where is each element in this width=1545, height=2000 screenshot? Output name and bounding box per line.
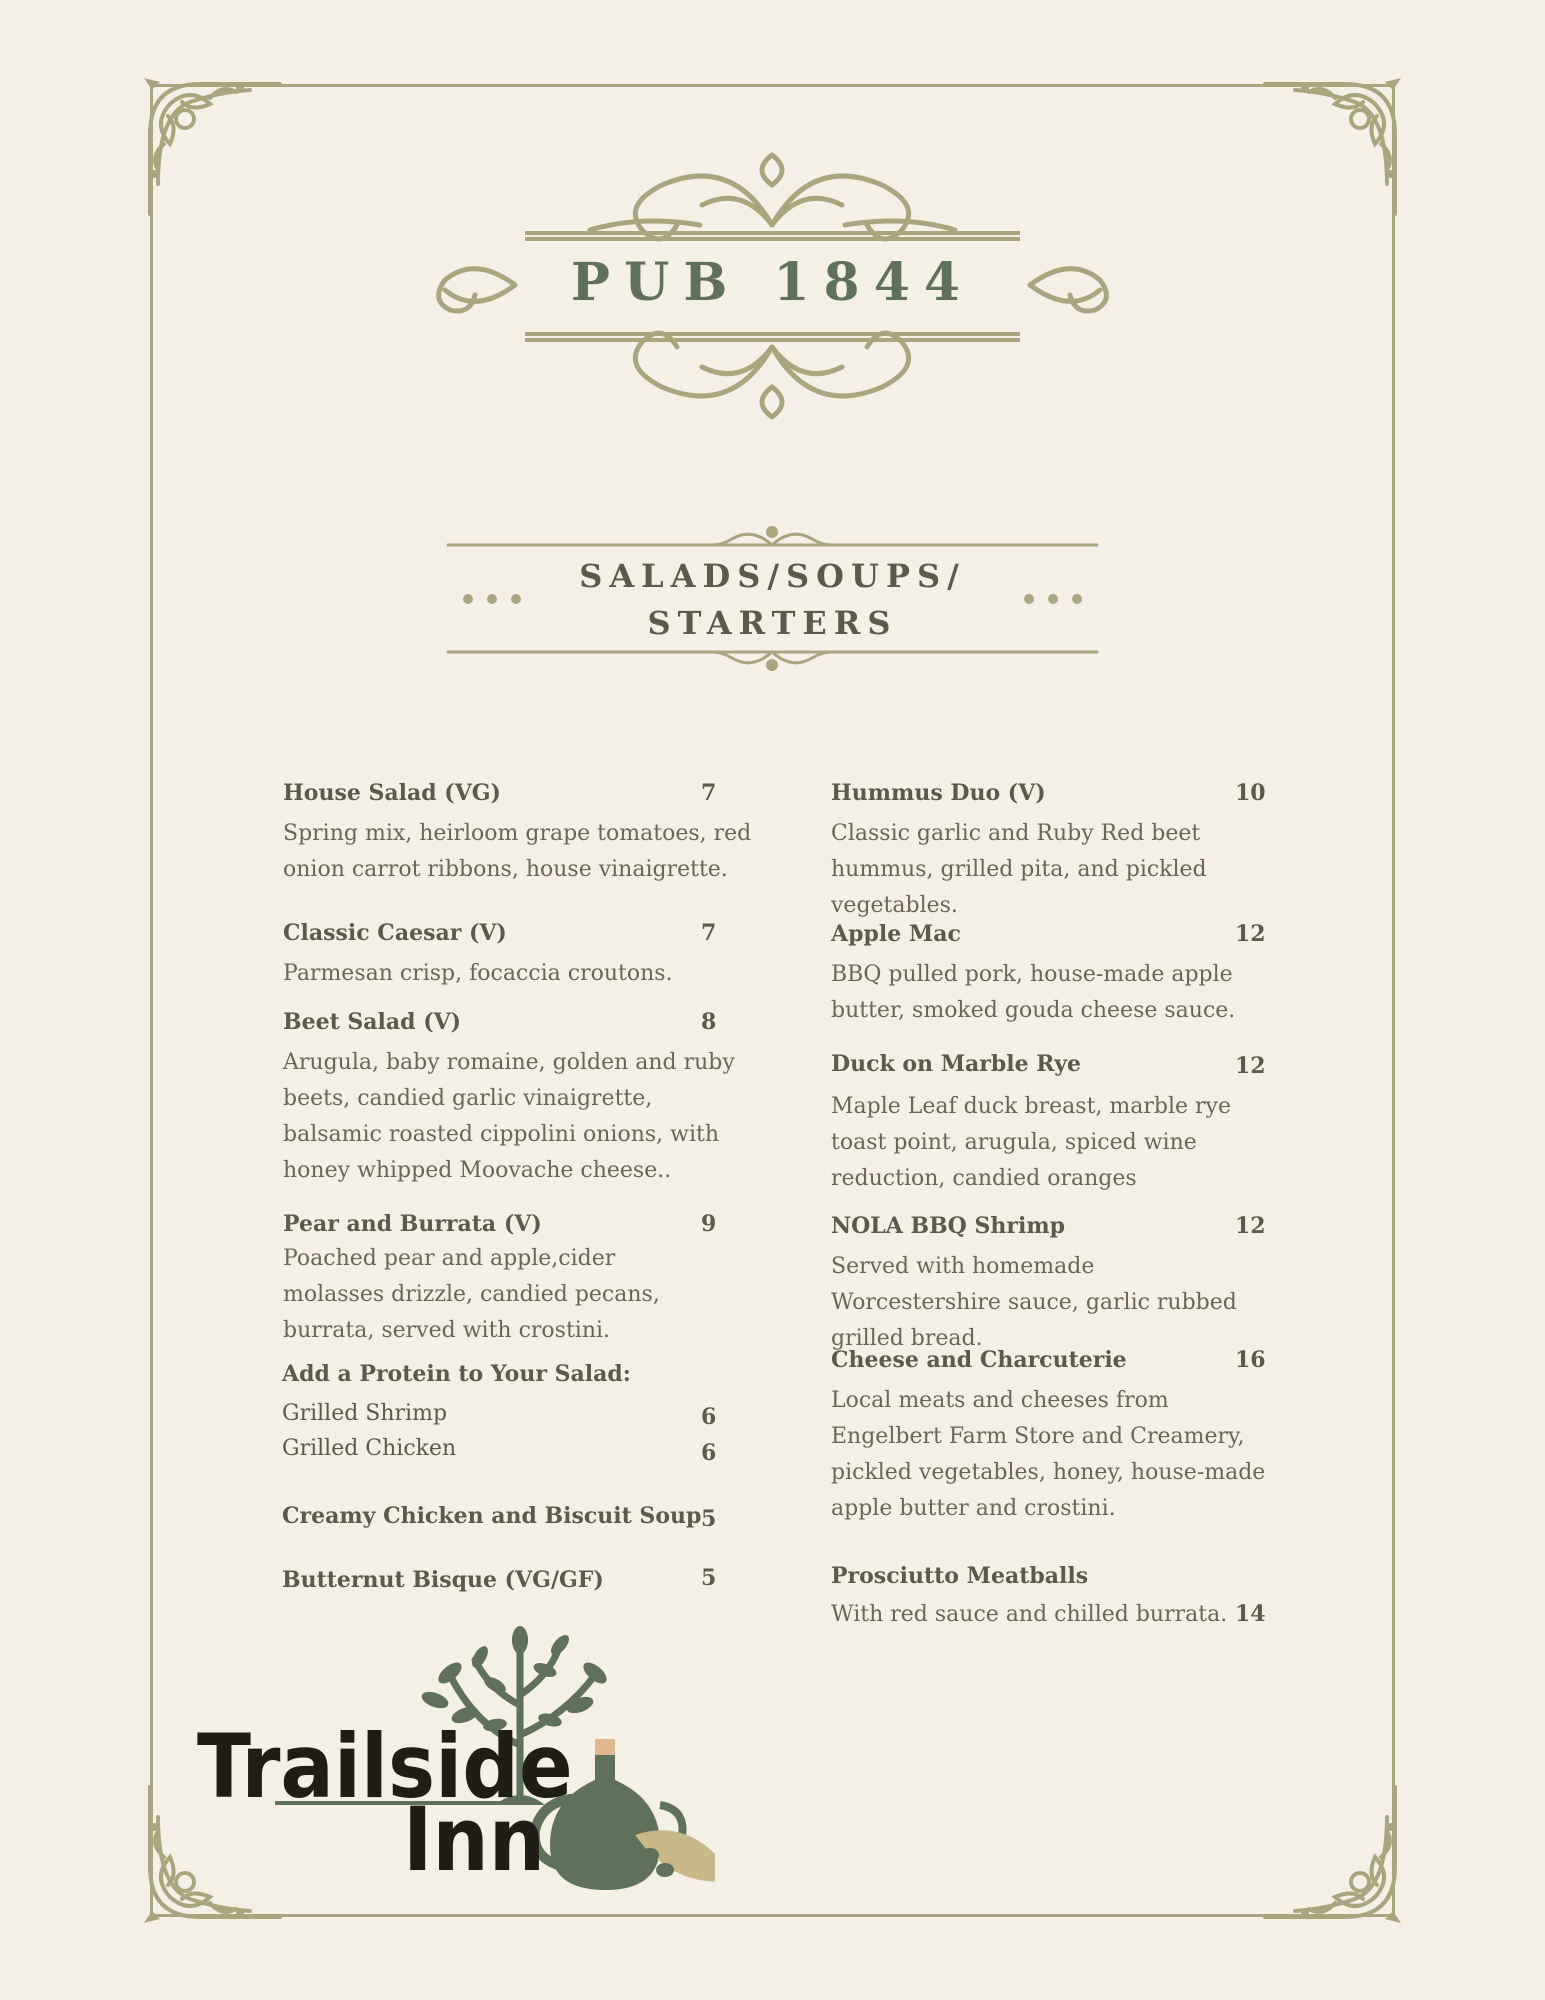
corner-ornament-icon bbox=[1255, 1777, 1405, 1927]
item-name: Classic Caesar (V) bbox=[283, 920, 507, 946]
soup-price: 5 bbox=[701, 1565, 717, 1591]
item-name: Beet Salad (V) bbox=[283, 1009, 462, 1035]
soup-name: Butternut Bisque (VG/GF) bbox=[282, 1567, 604, 1593]
item-description: Maple Leaf duck breast, marble rye toast point, arugula, spiced wine reduction, candied oranges bbox=[831, 1094, 1231, 1191]
section-title-line-2: STARTERS bbox=[647, 604, 898, 642]
item-description: With red sauce and chilled burrata. bbox=[831, 1602, 1228, 1627]
item-description: Served with homemade Worcestershire sauce, garlic rubbed grilled bread. bbox=[831, 1254, 1237, 1351]
section-title-line-1: SALADS/SOUPS/ bbox=[579, 557, 966, 595]
item-price: 7 bbox=[701, 920, 717, 946]
item-price: 10 bbox=[1235, 780, 1266, 806]
section-title bbox=[0, 553, 1545, 647]
item-price: 7 bbox=[701, 780, 717, 806]
corner-ornament-icon bbox=[1255, 74, 1405, 224]
item-price: 9 bbox=[701, 1211, 717, 1237]
item-name: House Salad (VG) bbox=[283, 780, 501, 806]
protein-option: Grilled Chicken bbox=[282, 1436, 457, 1461]
item-description: Arugula, baby romaine, golden and ruby beets, candied garlic vinaigrette, balsamic roasted cippolini onions, with honey whipped Moovache cheese.. bbox=[283, 1050, 735, 1183]
item-description: BBQ pulled pork, house-made apple butter, smoked gouda cheese sauce. bbox=[831, 962, 1236, 1023]
trailside-inn-logo bbox=[195, 1625, 715, 1895]
item-description: Local meats and cheeses from Engelbert Farm Store and Creamery, pickled vegetables, honey, house-made apple butter and crostini. bbox=[831, 1388, 1266, 1521]
page-title: PUB 1844 bbox=[570, 252, 975, 313]
item-description: Parmesan crisp, focaccia croutons. bbox=[283, 961, 673, 986]
item-name: Hummus Duo (V) bbox=[831, 780, 1046, 806]
corner-ornament-icon bbox=[140, 74, 290, 224]
item-name: Pear and Burrata (V) bbox=[283, 1211, 542, 1237]
item-price: 12 bbox=[1235, 1213, 1266, 1239]
soup-name: Creamy Chicken and Biscuit Soup bbox=[282, 1503, 702, 1529]
protein-price: 6 bbox=[701, 1440, 717, 1466]
logo-text-line-1: Trailside bbox=[197, 1715, 573, 1818]
item-price: 12 bbox=[1235, 921, 1266, 947]
item-name: Apple Mac bbox=[831, 921, 961, 947]
item-price: 8 bbox=[701, 1009, 717, 1035]
item-name: Cheese and Charcuterie bbox=[831, 1347, 1127, 1373]
item-price: 14 bbox=[1235, 1601, 1266, 1627]
protein-option: Grilled Shrimp bbox=[282, 1401, 448, 1426]
item-name: Duck on Marble Rye bbox=[831, 1051, 1081, 1077]
item-description: Poached pear and apple,cider molasses drizzle, candied pecans, burrata, served with crostini. bbox=[283, 1246, 660, 1343]
item-name: Prosciutto Meatballs bbox=[831, 1563, 1089, 1589]
item-description: Spring mix, heirloom grape tomatoes, red onion carrot ribbons, house vinaigrette. bbox=[283, 821, 752, 882]
protein-heading: Add a Protein to Your Salad: bbox=[282, 1361, 631, 1387]
item-price: 16 bbox=[1235, 1347, 1266, 1373]
item-price: 12 bbox=[1235, 1053, 1266, 1079]
item-description: Classic garlic and Ruby Red beet hummus, grilled pita, and pickled vegetables. bbox=[831, 821, 1207, 918]
item-name: NOLA BBQ Shrimp bbox=[831, 1213, 1065, 1239]
soup-price: 5 bbox=[701, 1506, 717, 1532]
protein-price: 6 bbox=[701, 1404, 717, 1430]
logo-text-line-2: Inn bbox=[403, 1788, 546, 1891]
